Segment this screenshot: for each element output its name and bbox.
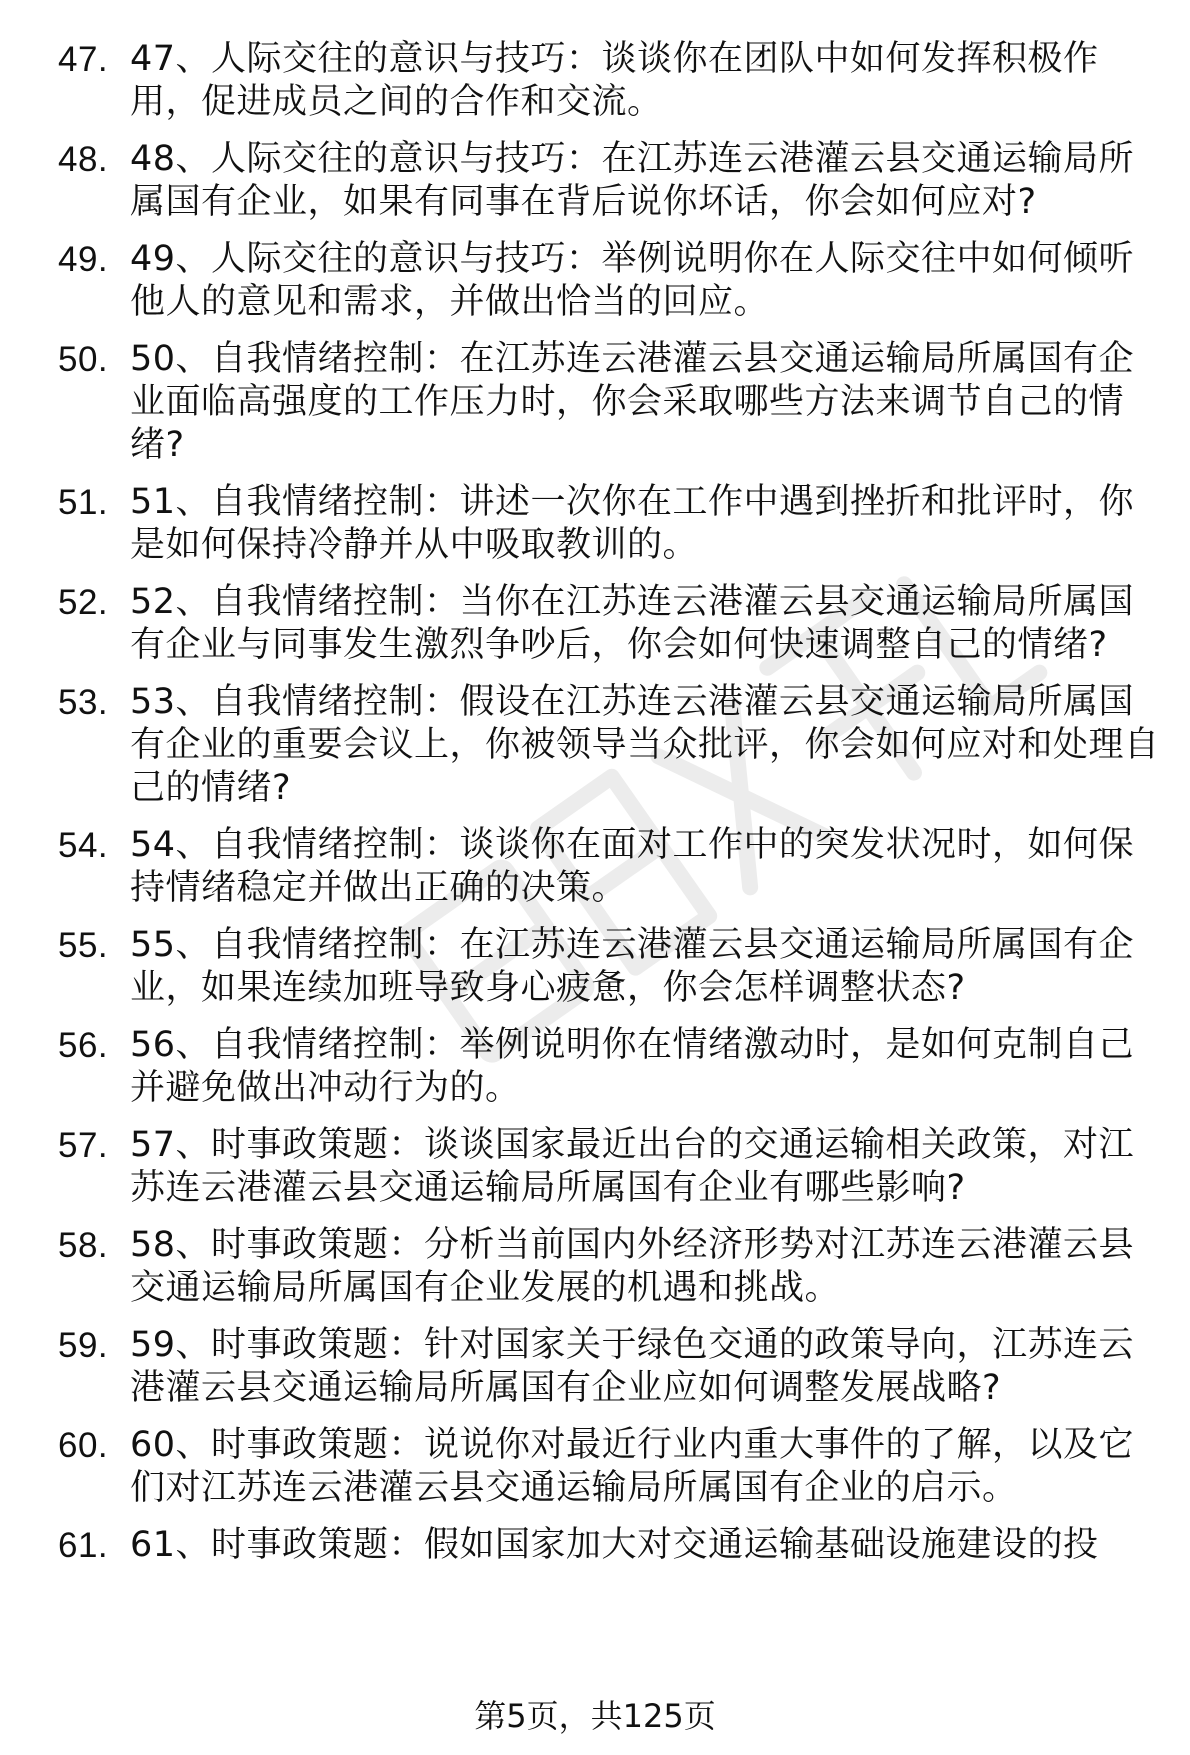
question-number: 48.: [58, 140, 109, 179]
question-item: [0, 1124, 1190, 1210]
question-item: [0, 1024, 1190, 1110]
question-number: 54.: [58, 826, 109, 865]
question-item: [0, 1324, 1190, 1410]
question-item: [0, 581, 1190, 667]
question-text: 53、自我情绪控制：假设在江苏连云港灌云县交通运输局所属国有企业的重要会议上，你被领导当众批评，你会如何应对和处理自己的情绪?: [130, 682, 1160, 808]
question-text: 51、自我情绪控制：讲述一次你在工作中遇到挫折和批评时，你是如何保持冷静并从中吸取教训的。: [130, 482, 1135, 565]
question-number: 47.: [58, 40, 109, 79]
question-item: [0, 824, 1190, 910]
question-text: 55、自我情绪控制：在江苏连云港灌云县交通运输局所属国有企业，如果连续加班导致身心疲惫，你会怎样调整状态?: [130, 925, 1135, 1008]
question-item: [0, 238, 1190, 324]
question-text: 59、时事政策题：针对国家关于绿色交通的政策导向，江苏连云港灌云县交通运输局所属国有企业应如何调整发展战略?: [130, 1325, 1135, 1408]
question-number: 52.: [58, 583, 109, 622]
question-number: 50.: [58, 340, 109, 379]
question-item: [0, 1524, 1190, 1567]
question-item: [0, 481, 1190, 567]
question-number: 60.: [58, 1426, 109, 1465]
question-text: 50、自我情绪控制：在江苏连云港灌云县交通运输局所属国有企业面临高强度的工作压力时，你会采取哪些方法来调节自己的情绪?: [130, 339, 1135, 465]
question-text: 52、自我情绪控制：当你在江苏连云港灌云县交通运输局所属国有企业与同事发生激烈争吵后，你会如何快速调整自己的情绪?: [130, 582, 1135, 665]
question-text: 49、人际交往的意识与技巧：举例说明你在人际交往中如何倾听他人的意见和需求，并做出恰当的回应。: [130, 239, 1135, 322]
question-number: 56.: [58, 1026, 109, 1065]
question-list: [0, 38, 1190, 1581]
question-text: 58、时事政策题：分析当前国内外经济形势对江苏连云港灌云县交通运输局所属国有企业发展的机遇和挑战。: [130, 1225, 1135, 1308]
question-item: [0, 1224, 1190, 1310]
question-text: 61、时事政策题：假如国家加大对交通运输基础设施建设的投: [130, 1525, 1099, 1565]
question-number: 57.: [58, 1126, 109, 1165]
question-number: 55.: [58, 926, 109, 965]
question-number: 51.: [58, 483, 109, 522]
question-text: 60、时事政策题：说说你对最近行业内重大事件的了解，以及它们对江苏连云港灌云县交通运输局所属国有企业的启示。: [130, 1425, 1135, 1508]
question-text: 56、自我情绪控制：举例说明你在情绪激动时，是如何克制自己并避免做出冲动行为的。: [130, 1025, 1135, 1108]
question-text: 57、时事政策题：谈谈国家最近出台的交通运输相关政策，对江苏连云港灌云县交通运输局所属国有企业有哪些影响?: [130, 1125, 1135, 1208]
question-item: [0, 138, 1190, 224]
question-number: 59.: [58, 1326, 109, 1365]
page-footer: [0, 1696, 1190, 1736]
question-item: [0, 38, 1190, 124]
question-number: 58.: [58, 1226, 109, 1265]
question-number: 49.: [58, 240, 109, 279]
question-number: 61.: [58, 1526, 109, 1565]
page-number-label: 第5页，共125页: [474, 1697, 716, 1735]
question-number: 53.: [58, 683, 109, 722]
question-item: [0, 681, 1190, 810]
question-item: [0, 338, 1190, 467]
question-item: [0, 1424, 1190, 1510]
question-text: 48、人际交往的意识与技巧：在江苏连云港灌云县交通运输局所属国有企业，如果有同事在背后说你坏话，你会如何应对?: [130, 139, 1135, 222]
question-item: [0, 924, 1190, 1010]
question-text: 54、自我情绪控制：谈谈你在面对工作中的突发状况时，如何保持情绪稳定并做出正确的决策。: [130, 825, 1135, 908]
question-text: 47、人际交往的意识与技巧：谈谈你在团队中如何发挥积极作用，促进成员之间的合作和交流。: [130, 39, 1099, 122]
